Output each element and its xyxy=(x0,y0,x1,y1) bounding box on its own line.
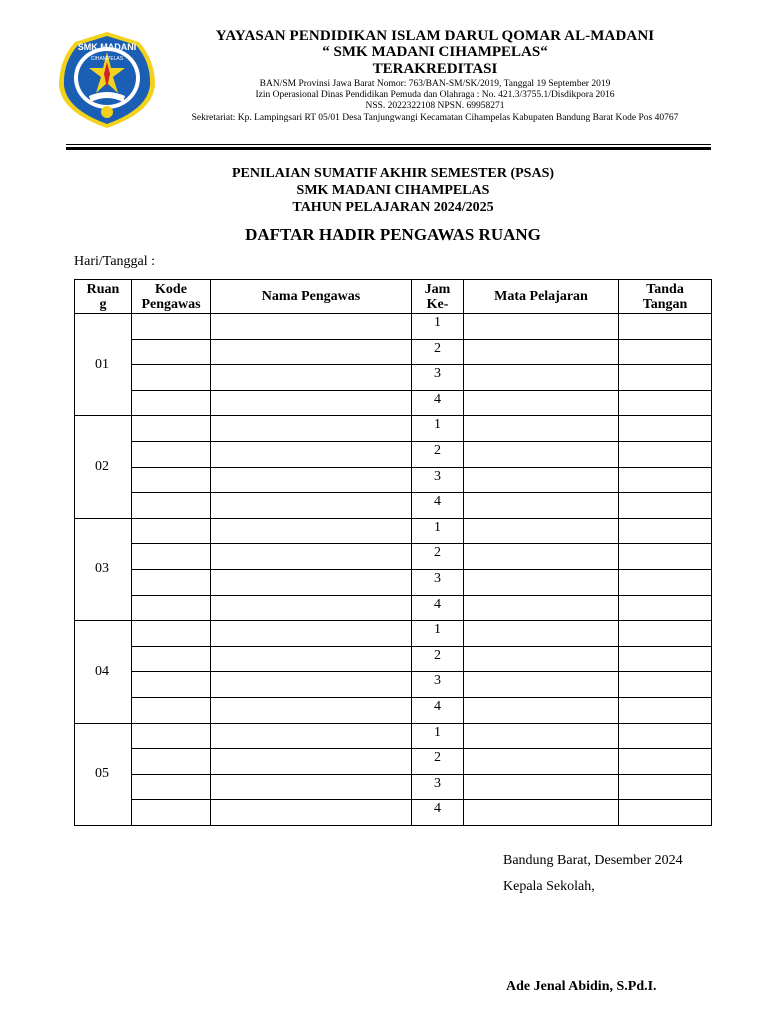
tanda-tangan-cell[interactable] xyxy=(619,749,712,775)
nama-pengawas-cell[interactable] xyxy=(211,339,412,365)
table-row xyxy=(75,314,712,340)
jam-number: 2 xyxy=(412,339,464,365)
kode-pengawas-cell[interactable] xyxy=(132,749,211,775)
nama-pengawas-cell[interactable] xyxy=(211,467,412,493)
exam-title: PENILAIAN SUMATIF AKHIR SEMESTER (PSAS) xyxy=(231,166,555,181)
table-row xyxy=(75,621,712,647)
mata-pelajaran-cell[interactable] xyxy=(464,774,619,800)
jam-number: 3 xyxy=(412,365,464,391)
tanda-tangan-cell[interactable] xyxy=(619,569,712,595)
tanda-tangan-cell[interactable] xyxy=(619,416,712,442)
tanda-tangan-cell[interactable] xyxy=(619,365,712,391)
tanda-tangan-cell[interactable] xyxy=(619,595,712,621)
nama-pengawas-cell[interactable] xyxy=(211,416,412,442)
table-row xyxy=(75,569,712,595)
jam-number: 4 xyxy=(412,697,464,723)
header-kode-pengawas: Kode Pengawas xyxy=(132,280,211,314)
table-header-row xyxy=(75,280,712,314)
foundation-name: YAYASAN PENDIDIKAN ISLAM DARUL QOMAR AL-MADANI xyxy=(215,28,655,44)
exam-year: TAHUN PELAJARAN 2024/2025 xyxy=(292,200,494,215)
address-line: Sekretariat: Kp. Lampingsari RT 05/01 Desa Tanjungwangi Kecamatan Cihampelas Kabupaten Bandung Barat Kode Pos 40767 xyxy=(191,113,679,123)
ban-sm-line: BAN/SM Provinsi Jawa Barat Nomor: 763/BAN-SM/SK/2019, Tanggal 19 September 2019 xyxy=(259,79,611,89)
kode-pengawas-cell[interactable] xyxy=(132,467,211,493)
nama-pengawas-cell[interactable] xyxy=(211,314,412,340)
header-tanda-tangan: Tanda Tangan xyxy=(619,280,712,314)
table-row xyxy=(75,800,712,826)
jam-number: 1 xyxy=(412,416,464,442)
date-label: Hari/Tanggal : xyxy=(74,254,156,269)
mata-pelajaran-cell[interactable] xyxy=(464,365,619,391)
tanda-tangan-cell[interactable] xyxy=(619,518,712,544)
tanda-tangan-cell[interactable] xyxy=(619,544,712,570)
room-number-cell xyxy=(75,723,132,825)
nama-pengawas-cell[interactable] xyxy=(211,646,412,672)
table-row xyxy=(75,646,712,672)
table-row xyxy=(75,544,712,570)
mata-pelajaran-cell[interactable] xyxy=(464,697,619,723)
mata-pelajaran-cell[interactable] xyxy=(464,314,619,340)
tanda-tangan-cell[interactable] xyxy=(619,646,712,672)
tanda-tangan-cell[interactable] xyxy=(619,672,712,698)
jam-number: 3 xyxy=(412,467,464,493)
mata-pelajaran-cell[interactable] xyxy=(464,672,619,698)
mata-pelajaran-cell[interactable] xyxy=(464,441,619,467)
jam-number: 2 xyxy=(412,646,464,672)
table-row xyxy=(75,697,712,723)
nss-npsn-line: NSS. 2022322108 NPSN. 69958271 xyxy=(365,101,505,111)
table-body xyxy=(75,314,712,826)
nama-pengawas-cell[interactable] xyxy=(211,800,412,826)
tanda-tangan-cell[interactable] xyxy=(619,467,712,493)
jam-number: 4 xyxy=(412,595,464,621)
jam-number: 4 xyxy=(412,800,464,826)
table-row xyxy=(75,416,712,442)
kode-pengawas-cell[interactable] xyxy=(132,723,211,749)
room-number: 05 xyxy=(95,766,109,782)
tanda-tangan-cell[interactable] xyxy=(619,314,712,340)
nama-pengawas-cell[interactable] xyxy=(211,441,412,467)
room-number-cell xyxy=(75,416,132,518)
table-row xyxy=(75,339,712,365)
letterhead-divider-thin xyxy=(66,144,711,145)
school-logo xyxy=(55,30,160,130)
nama-pengawas-cell[interactable] xyxy=(211,672,412,698)
permit-line: Izin Operasional Dinas Pendidikan Pemuda dan Olahraga : No. 421.3/3755.1/Disdikpora 2016 xyxy=(255,90,615,100)
room-number-cell xyxy=(75,621,132,723)
tanda-tangan-cell[interactable] xyxy=(619,697,712,723)
table-row xyxy=(75,595,712,621)
nama-pengawas-cell[interactable] xyxy=(211,390,412,416)
nama-pengawas-cell[interactable] xyxy=(211,697,412,723)
table-row xyxy=(75,390,712,416)
jam-number: 4 xyxy=(412,493,464,519)
nama-pengawas-cell[interactable] xyxy=(211,723,412,749)
room-number: 04 xyxy=(95,663,109,679)
room-number: 02 xyxy=(95,459,109,475)
kode-pengawas-cell[interactable] xyxy=(132,314,211,340)
kode-pengawas-cell[interactable] xyxy=(132,621,211,647)
table-row xyxy=(75,749,712,775)
mata-pelajaran-cell[interactable] xyxy=(464,518,619,544)
mata-pelajaran-cell[interactable] xyxy=(464,646,619,672)
table-row xyxy=(75,441,712,467)
kode-pengawas-cell[interactable] xyxy=(132,544,211,570)
attendance-table xyxy=(74,279,712,826)
mata-pelajaran-cell[interactable] xyxy=(464,339,619,365)
jam-number: 3 xyxy=(412,672,464,698)
mata-pelajaran-cell[interactable] xyxy=(464,493,619,519)
table-row xyxy=(75,365,712,391)
table-row xyxy=(75,723,712,749)
header-mata-pelajaran: Mata Pelajaran xyxy=(464,280,619,314)
table-row xyxy=(75,774,712,800)
jam-number: 1 xyxy=(412,621,464,647)
kode-pengawas-cell[interactable] xyxy=(132,390,211,416)
mata-pelajaran-cell[interactable] xyxy=(464,800,619,826)
jam-number: 1 xyxy=(412,723,464,749)
kode-pengawas-cell[interactable] xyxy=(132,518,211,544)
nama-pengawas-cell[interactable] xyxy=(211,621,412,647)
mata-pelajaran-cell[interactable] xyxy=(464,390,619,416)
kode-pengawas-cell[interactable] xyxy=(132,697,211,723)
room-number-cell xyxy=(75,518,132,620)
logo-arc-text: SMK MADANI xyxy=(77,42,137,52)
mata-pelajaran-cell[interactable] xyxy=(464,595,619,621)
mata-pelajaran-cell[interactable] xyxy=(464,723,619,749)
kode-pengawas-cell[interactable] xyxy=(132,595,211,621)
room-number-cell xyxy=(75,314,132,416)
kode-pengawas-cell[interactable] xyxy=(132,365,211,391)
jam-number: 1 xyxy=(412,314,464,340)
jam-number: 2 xyxy=(412,441,464,467)
header-nama-pengawas: Nama Pengawas xyxy=(211,280,412,314)
mata-pelajaran-cell[interactable] xyxy=(464,544,619,570)
room-number: 01 xyxy=(95,356,109,372)
accreditation-status: TERAKREDITASI xyxy=(372,61,498,77)
header-jam: Jam Ke- xyxy=(412,280,464,314)
kode-pengawas-cell[interactable] xyxy=(132,416,211,442)
jam-number: 3 xyxy=(412,774,464,800)
jam-number: 2 xyxy=(412,749,464,775)
table-row xyxy=(75,672,712,698)
tanda-tangan-cell[interactable] xyxy=(619,493,712,519)
jam-number: 2 xyxy=(412,544,464,570)
tanda-tangan-cell[interactable] xyxy=(619,390,712,416)
kode-pengawas-cell[interactable] xyxy=(132,493,211,519)
signatory-name: Ade Jenal Abidin, S.Pd.I. xyxy=(506,979,657,994)
mata-pelajaran-cell[interactable] xyxy=(464,416,619,442)
nama-pengawas-cell[interactable] xyxy=(211,749,412,775)
nama-pengawas-cell[interactable] xyxy=(211,493,412,519)
signatory-role: Kepala Sekolah, xyxy=(503,879,595,894)
kode-pengawas-cell[interactable] xyxy=(132,774,211,800)
tanda-tangan-cell[interactable] xyxy=(619,621,712,647)
place-date: Bandung Barat, Desember 2024 xyxy=(503,853,683,868)
tanda-tangan-cell[interactable] xyxy=(619,723,712,749)
nama-pengawas-cell[interactable] xyxy=(211,544,412,570)
tanda-tangan-cell[interactable] xyxy=(619,441,712,467)
letterhead-divider-thick xyxy=(66,147,711,150)
table-row xyxy=(75,467,712,493)
jam-number: 1 xyxy=(412,518,464,544)
mata-pelajaran-cell[interactable] xyxy=(464,569,619,595)
tanda-tangan-cell[interactable] xyxy=(619,800,712,826)
room-number: 03 xyxy=(95,561,109,577)
kode-pengawas-cell[interactable] xyxy=(132,569,211,595)
nama-pengawas-cell[interactable] xyxy=(211,595,412,621)
mata-pelajaran-cell[interactable] xyxy=(464,467,619,493)
tanda-tangan-cell[interactable] xyxy=(619,774,712,800)
kode-pengawas-cell[interactable] xyxy=(132,672,211,698)
mata-pelajaran-cell[interactable] xyxy=(464,749,619,775)
nama-pengawas-cell[interactable] xyxy=(211,569,412,595)
table-row xyxy=(75,493,712,519)
page-title: DAFTAR HADIR PENGAWAS RUANG xyxy=(245,225,541,244)
kode-pengawas-cell[interactable] xyxy=(132,339,211,365)
mata-pelajaran-cell[interactable] xyxy=(464,621,619,647)
nama-pengawas-cell[interactable] xyxy=(211,774,412,800)
school-name: “ SMK MADANI CIHAMPELAS“ xyxy=(322,44,548,60)
kode-pengawas-cell[interactable] xyxy=(132,800,211,826)
logo-sub-text: CIHAMPELAS xyxy=(90,56,124,62)
nama-pengawas-cell[interactable] xyxy=(211,518,412,544)
kode-pengawas-cell[interactable] xyxy=(132,646,211,672)
table-row xyxy=(75,518,712,544)
tanda-tangan-cell[interactable] xyxy=(619,339,712,365)
kode-pengawas-cell[interactable] xyxy=(132,441,211,467)
exam-school: SMK MADANI CIHAMPELAS xyxy=(296,183,490,198)
header-ruang: Ruan g xyxy=(75,280,132,314)
nama-pengawas-cell[interactable] xyxy=(211,365,412,391)
jam-number: 3 xyxy=(412,569,464,595)
jam-number: 4 xyxy=(412,390,464,416)
